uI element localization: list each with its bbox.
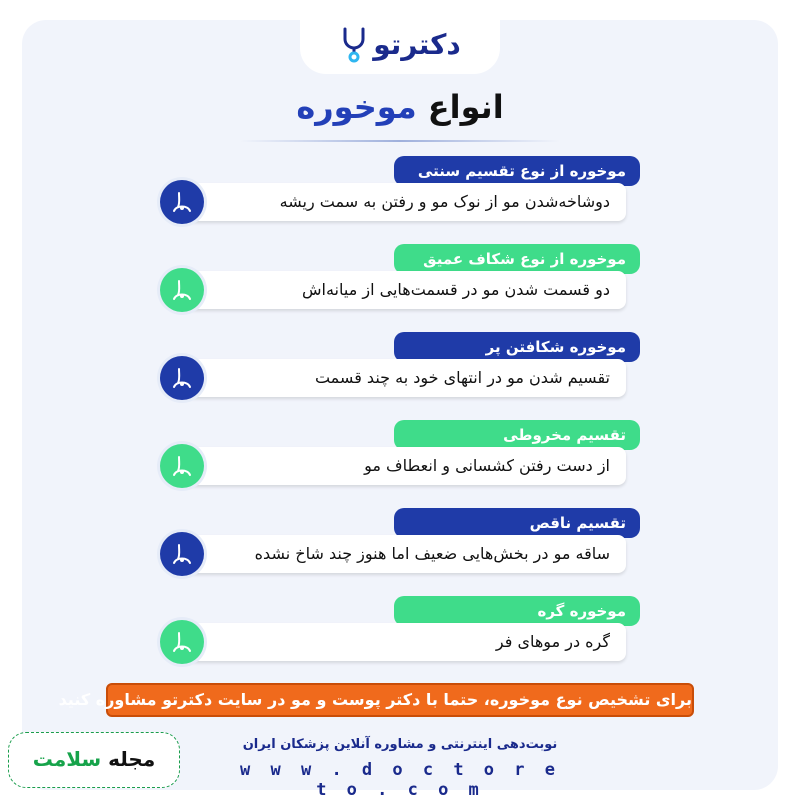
badge-part2: سلامت xyxy=(32,747,102,771)
item-description: دو قسمت شدن مو در قسمت‌هایی از میانه‌اش xyxy=(186,271,626,309)
footer-tagline: نوبت‌دهی اینترنتی و مشاوره آنلاین پزشکان ایران xyxy=(242,737,558,752)
hair-follicle-icon xyxy=(160,532,204,576)
item-heading: موخوره شکافتن پر xyxy=(394,332,640,362)
brand-logo[interactable] xyxy=(330,20,470,68)
hair-follicle-icon xyxy=(160,268,204,312)
title-part1: انواع xyxy=(427,88,504,126)
advice-banner: برای تشخیص نوع موخوره، حتما با دکتر پوست و مو در سایت دکترتو مشاوره کنید xyxy=(106,683,694,717)
page-title xyxy=(0,88,800,126)
stethoscope-icon xyxy=(339,25,369,63)
item-description: گره در موهای فر xyxy=(186,623,626,661)
badge-part1: مجله xyxy=(108,747,156,771)
hair-follicle-icon xyxy=(160,180,204,224)
infographic-card xyxy=(22,20,778,790)
logo-text: دکترتو xyxy=(373,27,461,61)
magazine-badge xyxy=(8,732,180,788)
item-heading: موخوره از نوع تقسیم سنتی xyxy=(394,156,640,186)
title-part2: موخوره xyxy=(296,88,417,126)
item-heading: موخوره از نوع شکاف عمیق xyxy=(394,244,640,274)
hair-follicle-icon xyxy=(160,356,204,400)
hair-follicle-icon xyxy=(160,620,204,664)
item-heading: موخوره گره xyxy=(394,596,640,626)
footer-url[interactable]: w w w . d o c t o r e t o . c o m xyxy=(240,760,560,800)
item-description: از دست رفتن کشسانی و انعطاف مو xyxy=(186,447,626,485)
item-heading: تقسیم ناقص xyxy=(394,508,640,538)
item-description: دوشاخه‌شدن مو از نوک مو و رفتن به سمت ریشه xyxy=(186,183,626,221)
title-divider xyxy=(240,140,560,142)
item-description: تقسیم شدن مو در انتهای خود به چند قسمت xyxy=(186,359,626,397)
item-description: ساقه مو در بخش‌هایی ضعیف اما هنوز چند شاخ نشده xyxy=(186,535,626,573)
item-heading: تقسیم مخروطی xyxy=(394,420,640,450)
hair-follicle-icon xyxy=(160,444,204,488)
